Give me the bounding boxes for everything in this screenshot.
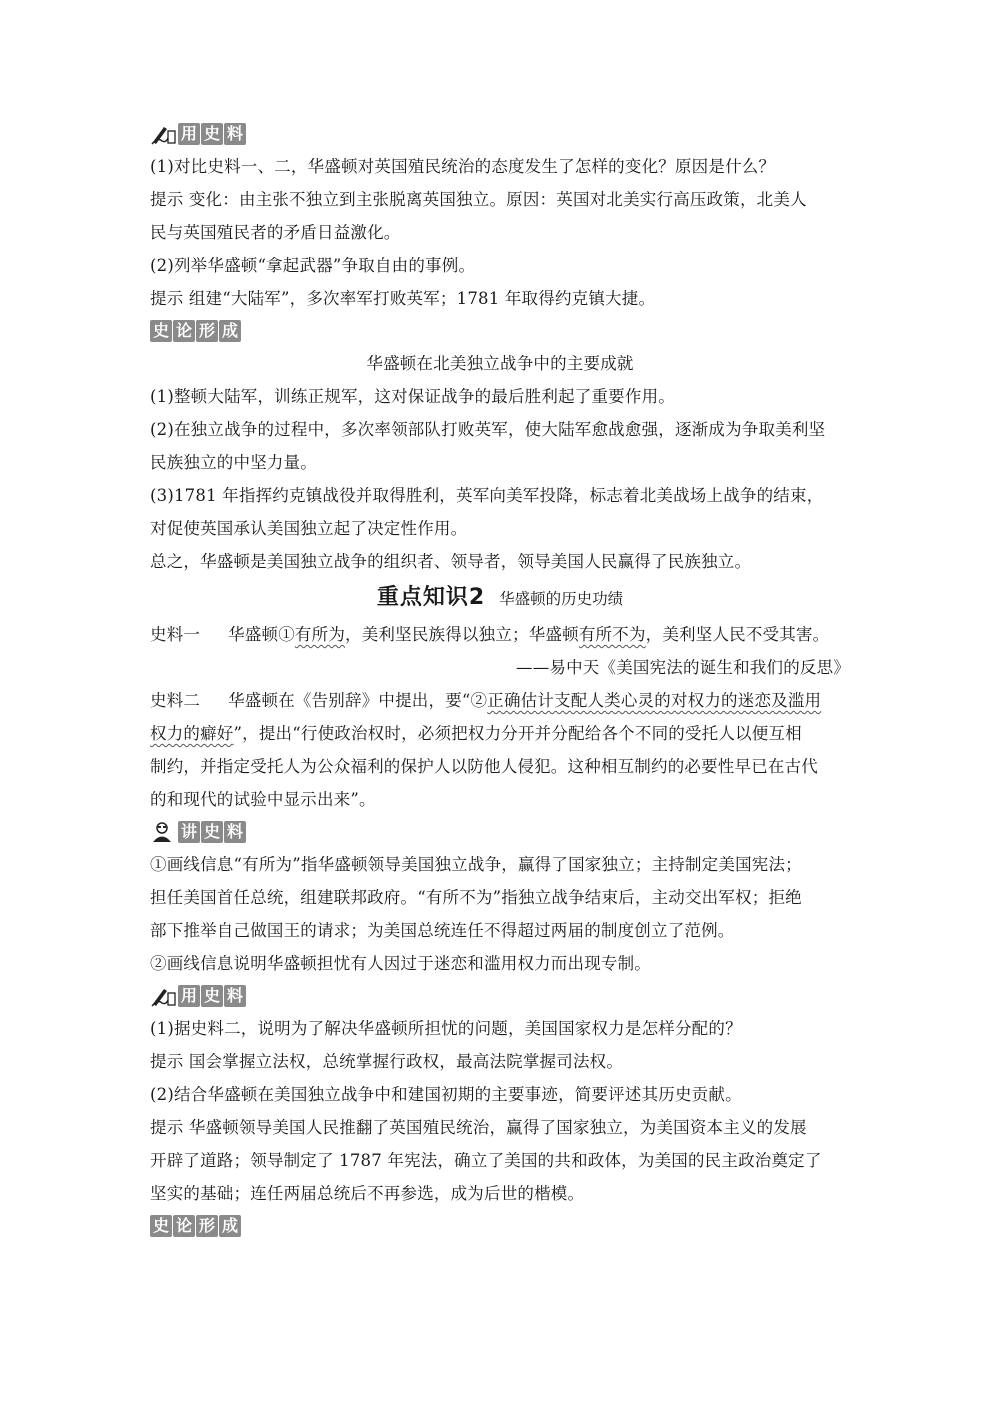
point-3-line-1: (3)1781 年指挥约克镇战役并取得胜利，英军向美军投降，标志着北美战场上战争的结束， bbox=[150, 486, 824, 505]
explain-2: ②画线信息说明华盛顿担忧有人因过于迷恋和滥用权力而出现专制。 bbox=[150, 954, 651, 973]
source-1: 史料一 华盛顿①有所为，美利坚民族得以独立；华盛顿有所不为，美利坚人民不受其害。 bbox=[150, 625, 830, 644]
underlined-phrase-1: 有所为 bbox=[294, 625, 346, 644]
underlined-phrase-2: 有所不为 bbox=[578, 625, 646, 644]
teacher-icon bbox=[150, 821, 176, 843]
answer-4-line-2: 开辟了道路；领导制定了 1787 年宪法，确立了美国的共和政体，为美国的民主政治奠定了 bbox=[150, 1151, 822, 1170]
source-2-line-2: 权力的癖好”，提出“行使政治权时，必须把权力分开并分配给各个不同的受托人以便互相 bbox=[150, 724, 802, 743]
form-conclusion-header bbox=[150, 317, 850, 345]
explain-1-line-1: ①画线信息“有所为”指华盛顿领导美国独立战争，赢得了国家独立；主持制定美国宪法； bbox=[150, 855, 802, 874]
question-3: (1)据史料二，说明为了解决华盛顿所担忧的问题，美国国家权力是怎样分配的？ bbox=[150, 1019, 742, 1038]
source-1-label: 史料一 bbox=[150, 625, 201, 644]
use-sources-badge-2: 用 史 料 bbox=[178, 985, 247, 1007]
answer-1-line-1: 提示 变化：由主张不独立到主张脱离英国独立。原因：英国对北美实行高压政策，北美人 bbox=[150, 190, 807, 209]
explain-sources-header bbox=[150, 818, 850, 846]
form-conclusion-header-2 bbox=[150, 1212, 850, 1240]
underlined-phrase-4: 权力的癖好 bbox=[150, 724, 234, 743]
form-conclusion-badge: 史 论 形 成 bbox=[150, 320, 242, 342]
explain-sources-badge: 讲 史 料 bbox=[178, 821, 247, 843]
key-knowledge-subtitle: 华盛顿的历史功绩 bbox=[499, 590, 624, 608]
point-2-line-1: (2)在独立战争的过程中，多次率领部队打败英军，使大陆军愈战愈强，逐渐成为争取美利坚 bbox=[150, 420, 826, 439]
key-knowledge-title: 重点知识2 bbox=[376, 585, 486, 610]
source-1-citation: ——易中天《美国宪法的诞生和我们的反思》 bbox=[516, 658, 850, 677]
point-1: (1)整顿大陆军，训练正规军，这对保证战争的最后胜利起了重要作用。 bbox=[150, 387, 675, 406]
answer-2: 提示 组建“大陆军”，多次率军打败英军；1781 年取得约克镇大捷。 bbox=[150, 289, 656, 308]
point-3-line-2: 对促使英国承认美国独立起了决定性作用。 bbox=[150, 519, 468, 538]
underlined-phrase-3: 正确估计支配人类心灵的对权力的迷恋及滥用 bbox=[487, 691, 822, 710]
answer-4-line-1: 提示 华盛顿领导美国人民推翻了英国殖民统治，赢得了国家独立，为美国资本主义的发展 bbox=[150, 1118, 807, 1137]
answer-1-line-2: 民与英国殖民者的矛盾日益激化。 bbox=[150, 223, 401, 242]
question-1: (1)对比史料一、二，华盛顿对英国殖民统治的态度发生了怎样的变化？原因是什么？ bbox=[150, 157, 776, 176]
explain-1-line-2: 担任美国首任总统，组建联邦政府。“有所不为”指独立战争结束后，主动交出军权；拒绝 bbox=[150, 888, 802, 907]
answer-3: 提示 国会掌握立法权，总统掌握行政权，最高法院掌握司法权。 bbox=[150, 1052, 624, 1071]
document-page bbox=[150, 118, 850, 1242]
question-2: (2)列举华盛顿“拿起武器”争取自由的事例。 bbox=[150, 256, 476, 275]
pen-writing-icon bbox=[150, 123, 176, 145]
explain-1-line-3: 部下推举自己做国王的请求；为美国总统连任不得超过两届的制度创立了范例。 bbox=[150, 921, 735, 940]
source-2-line-3: 制约，并指定受托人为公众福利的保护人以防他人侵犯。这种相互制约的必要性早已在古代 bbox=[150, 757, 818, 776]
key-knowledge-heading bbox=[150, 578, 850, 618]
conclusion-title: 华盛顿在北美独立战争中的主要成就 bbox=[366, 354, 634, 373]
answer-4-line-3: 坚实的基础；连任两届总统后不再参选，成为后世的楷模。 bbox=[150, 1184, 585, 1203]
point-2-line-2: 民族独立的中坚力量。 bbox=[150, 453, 317, 472]
source-2-label: 史料二 bbox=[150, 691, 201, 710]
form-conclusion-badge-2: 史 论 形 成 bbox=[150, 1215, 242, 1237]
question-4: (2)结合华盛顿在美国独立战争中和建国初期的主要事迹，简要评述其历史贡献。 bbox=[150, 1085, 742, 1104]
use-sources-badge: 用 史 料 bbox=[178, 123, 247, 145]
pen-writing-icon bbox=[150, 985, 176, 1007]
summary: 总之，华盛顿是美国独立战争的组织者、领导者，领导美国人民赢得了民族独立。 bbox=[150, 552, 752, 571]
use-sources-header bbox=[150, 120, 850, 148]
source-2-line-1: 史料二 华盛顿在《告别辞》中提出，要“②正确估计支配人类心灵的对权力的迷恋及滥用 bbox=[150, 691, 822, 710]
source-2-line-4: 的和现代的试验中显示出来”。 bbox=[150, 790, 376, 809]
use-sources-header-2 bbox=[150, 982, 850, 1010]
